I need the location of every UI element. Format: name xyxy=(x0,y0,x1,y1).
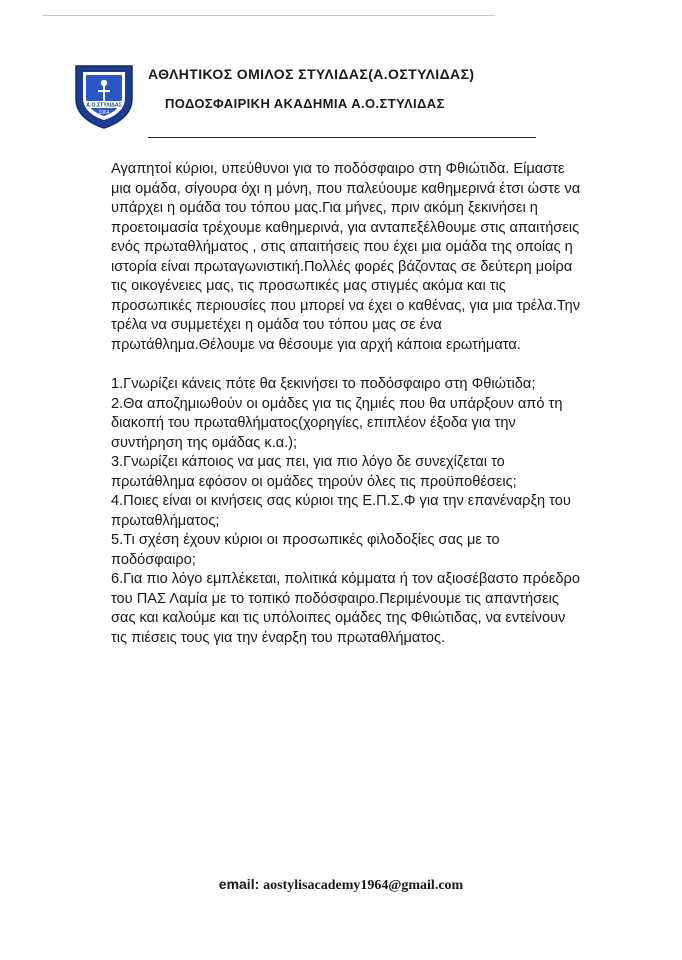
header-divider xyxy=(148,137,536,138)
question-3: 3.Γνωρίζει κάποιος να μας πει, για πιο λόγο δε συνεχίζεται το πρωτάθλημα εφόσον οι ομάδες τηρούν όλες τις προϋποθέσεις; xyxy=(111,454,517,490)
top-divider xyxy=(42,15,495,16)
club-crest-logo xyxy=(73,63,135,130)
paragraph-gap xyxy=(111,355,581,375)
question-4: 4.Ποιες είναι οι κινήσεις σας κύριοι της Ε.Π.Σ.Φ για την επανέναρξη του πρωταθλήματος; xyxy=(111,493,571,529)
contact-footer xyxy=(0,876,682,894)
academy-subtitle: ΠΟΔΟΣΦΑΙΡΙΚΗ ΑΚΑΔΗΜΙΑ Α.Ο.ΣΤΥΛΙΔΑΣ xyxy=(165,96,445,111)
question-2: 2.Θα αποζημιωθούν οι ομάδες για τις ζημιές που θα υπάρξουν από τη διακοπή του πρωταθλήματος(χορηγίες, επιπλέον έξοδα για την συντήρηση της ομάδας κ.α.); xyxy=(111,395,563,451)
crest-text: Α.Ο.ΣΤΥΛΙΔΑΣ xyxy=(86,102,122,109)
question-1: 1.Γνωρίζει κάνεις πότε θα ξεκινήσει το ποδόσφαιρο στη Φθιώτιδα; xyxy=(111,376,536,392)
email-link[interactable]: aostylisacademy1964@gmail.com xyxy=(263,878,464,893)
question-5: 5.Τι σχέση έχουν κύριοι οι προσωπικές φιλοδοξίες σας με το ποδόσφαιρο; xyxy=(111,532,500,568)
club-title: ΑΘΛΗΤΙΚΟΣ ΟΜΙΛΟΣ ΣΤΥΛΙΔΑΣ(Α.ΟΣΤΥΛΙΔΑΣ) xyxy=(148,66,475,82)
crest-year: 1964 xyxy=(98,110,110,116)
letter-body xyxy=(111,160,581,648)
letter-intro: Αγαπητοί κύριοι, υπεύθυνοι για το ποδόσφαιρο στη Φθιώτιδα. Είμαστε μια ομάδα, σίγουρα όχι η μόνη, που παλεύουμε καθημερινά έτσι ώστε να υπάρχει η ομάδα του τόπου μας.Για μήνες, πριν ακόμη ξεκινήσει η προετοιμασία τρέχουμε καθημερινά, για ανταπεξέλθουμε στις απαιτήσεις ενός πρωταθλήματος , στις απαιτήσεις που έχει μια ομάδα της οποίας η ιστορία είναι πρωταγωνιστική.Πολλές φορές βάζοντας σε δεύτερη μοίρα τις οικογένειες μας, τις προσωπικές μας στιγμές ακόμα και τις προσωπικές περιουσίες που μπορεί να έχει ο καθένας, για μια τρέλα.Την τρέλα να συμμετέχει η ομάδα του τόπου μας σε ένα πρωτάθλημα.Θέλουμε να θέσουμε για αρχή κάποια ερωτήματα. xyxy=(111,161,581,353)
email-label: email: xyxy=(218,876,260,892)
question-6: 6.Για πιο λόγο εμπλέκεται, πολιτικά κόμματα ή τον αξιοσέβαστο πρόεδρο του ΠΑΣ Λαμία με το τοπικό ποδόσφαιρο.Περιμένουμε τις απαντήσεις σας και καλούμε και τις υπόλοιπες ομάδες της Φθιώτιδας, να εντείνουν τις πιέσεις τους για την έναρξη του πρωταθλήματος. xyxy=(111,571,580,646)
